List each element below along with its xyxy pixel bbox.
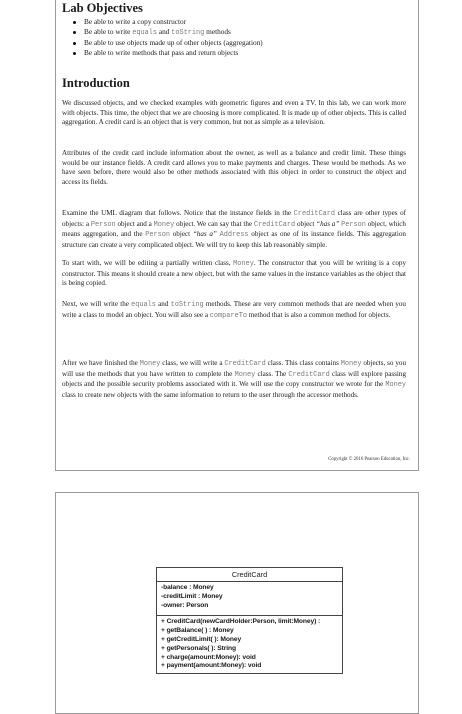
objective-item <box>62 38 263 48</box>
objective-item <box>62 17 263 27</box>
uml-field: -creditLimit : Money <box>161 592 223 600</box>
intro-paragraph-2: Attributes of the credit card include information about the owner, as well as a balance and credit limit. These things would be our instance fields. A credit card allows you to make payments and charges. These would be methods. As we have seen before, there would also be other methods associated with this object in order to construct the object and access its fields. <box>62 149 406 186</box>
uml-method: + getCreditLimit( ): Money <box>161 635 242 643</box>
objectives-heading: Lab Objectives <box>62 1 143 15</box>
uml-method: + getPersonals( ): String <box>161 644 236 652</box>
objective-text: Be able to write methods that pass and return objects <box>84 48 239 57</box>
code-equals: equals <box>132 29 158 37</box>
document-page-1 <box>55 0 419 471</box>
intro-paragraph-5: Next, we will write the equals and toString methods. These are very common methods that are needed when you write a class to model an object. You will also see a compareTo method that is also a common method for objects. <box>62 300 406 320</box>
intro-paragraph-1: We discussed objects, and we checked examples with geometric figures and even a TV. In this lab, we can work more with objects. This time, the object that we are choosing is more complicated. It is made up of other objects. This is called aggregation. A credit card is an object that is very common, but not as simple as a television. <box>62 99 406 127</box>
uml-method: + charge(amount:Money): void <box>161 653 256 661</box>
objective-text: Be able to use objects made up of other objects (aggregation) <box>84 38 263 47</box>
uml-class-name: CreditCard <box>157 568 342 582</box>
uml-method: + getBalance( ) : Money <box>161 627 234 635</box>
objective-text: Be able to write a copy constructor <box>84 17 187 26</box>
objective-text: Be able to write equals and toString methods <box>84 27 231 37</box>
uml-class-diagram <box>156 567 343 674</box>
uml-fields-section <box>157 582 342 616</box>
copyright-footer: Copyright © 2016 Pearson Education, Inc. <box>328 457 410 462</box>
objective-item <box>62 48 263 58</box>
objectives-list <box>62 17 263 58</box>
intro-paragraph-3: Examine the UML diagram that follows. Notice that the instance fields in the CreditCard class are other types of objects: a Person object and a Money object. We can say that the CreditCard object “has a” Person object, which means aggregation, and the Person object “has a” Address object as one of its instance fields. This aggregation structure can create a very complicated object. We will try to keep this lab reasonably simple. <box>62 209 406 249</box>
uml-method: + payment(amount:Money): void <box>161 662 262 670</box>
intro-paragraph-4: To start with, we will be editing a partially written class, Money. The constructor that you will be writing is a copy constructor. This means it should create a new object, but with the same values in the instance variables as the object that is being copied. <box>62 259 406 288</box>
intro-paragraph-6: After we have finished the Money class, we will write a CreditCard class. This class contains Money objects, so you will use the methods that you have written to complete the Money class. The CreditCard class will explore passing objects and the possible security problems associated with it. We will use the copy constructor we wrote for the Money class to create new objects with the same information to return to the user through the accessor methods. <box>62 359 407 399</box>
uml-methods-section <box>157 616 342 673</box>
uml-field: -owner: Person <box>161 601 209 609</box>
objective-item <box>62 27 263 38</box>
uml-field: -balance : Money <box>161 584 214 591</box>
uml-method: + CreditCard(newCardHolder:Person, limit:Money) : <box>161 618 321 626</box>
document-page-2 <box>55 492 419 714</box>
code-tostring: toString <box>171 29 205 37</box>
introduction-heading: Introduction <box>62 76 130 90</box>
